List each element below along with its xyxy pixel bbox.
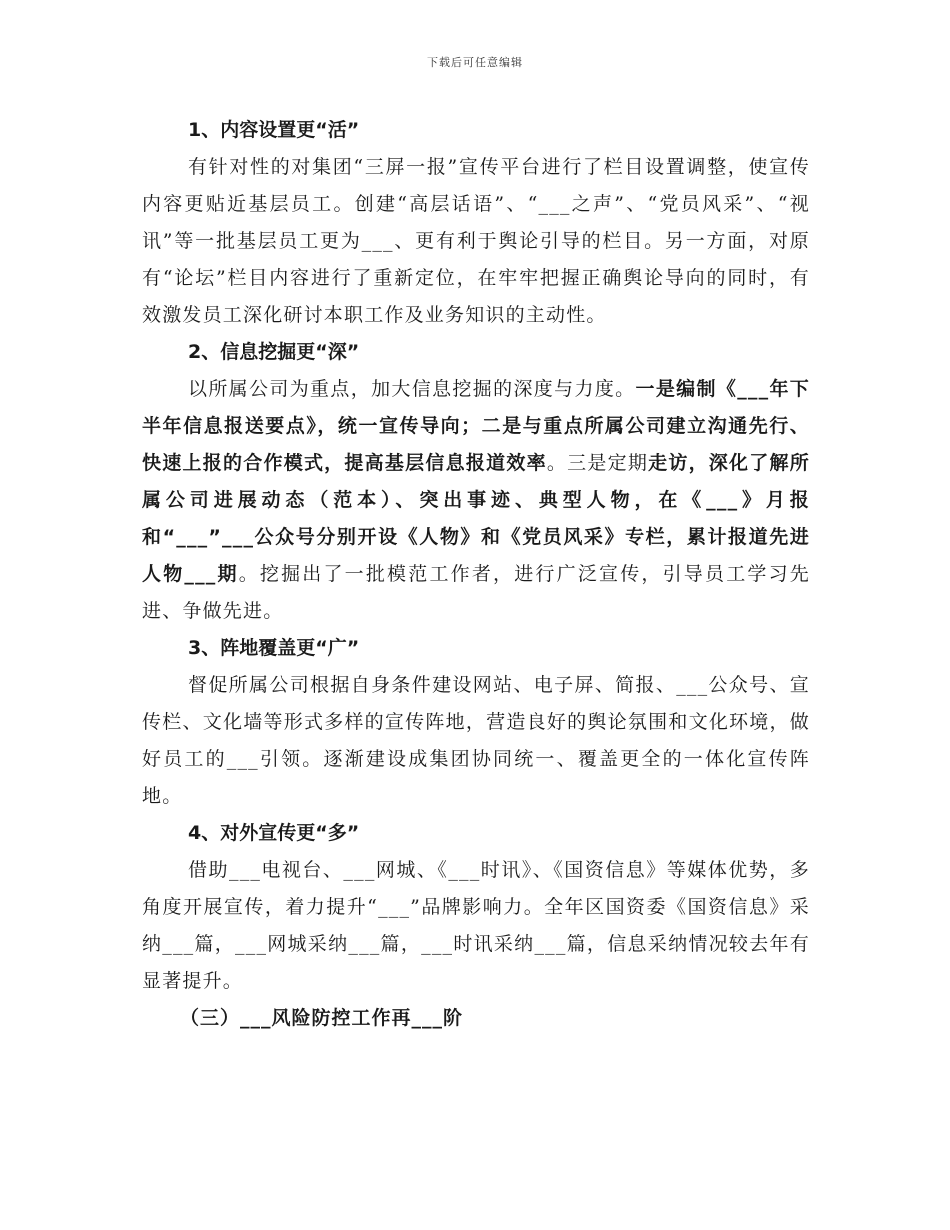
header-note: 下载后可任意编辑	[427, 56, 523, 69]
document-body	[142, 112, 810, 1037]
section-heading-1: 1、内容设置更“活”	[188, 119, 360, 141]
paragraph-2-bold-2: 走访，深化了解所属公司进展动态（范本）、突出事迹、典型人物，在《___》月报和“___”___公众号分别开设《人物》和《党员风采》专栏，累计报道先进人物___期	[142, 452, 810, 585]
paragraph-2-bold: 一是编制《___年下半年信息报送要点》，统一宣传导向；二是与重点所属公司建立沟通先行、快速上报的合作模式，提高基层信息报道效率	[142, 378, 810, 474]
section-heading-3: 3、阵地覆盖更“广”	[188, 637, 360, 659]
section-heading-4: 4、对外宣传更“多”	[188, 822, 360, 844]
section-paragraph-2	[142, 371, 810, 630]
chapter-heading: （三）___风险防控工作再___阶	[180, 1007, 464, 1029]
paragraph-2-mid: 。三是定期	[546, 452, 649, 474]
section-paragraph-4: 借助___电视台、___网城、《___时讯》、《国资信息》等媒体优势，多角度开展宣传，着力提升“___”品牌影响力。全年区国资委《国资信息》采纳___篇，___网城采纳___篇，___时讯采纳___篇，信息采纳情况较去年有显著提升。	[142, 859, 810, 992]
paragraph-2-start: 以所属公司为重点，加大信息挖掘的深度与力度。	[188, 378, 636, 400]
paragraph-2-end: 。挖掘出了一批模范工作者，进行广泛宣传，引导员工学习先进、争做先进。	[142, 563, 810, 622]
section-paragraph-3: 督促所属公司根据自身条件建设网站、电子屏、简报、___公众号、宣传栏、文化墙等形式多样的宣传阵地，营造良好的舆论氛围和文化环境，做好员工的___引领。逐渐建设成集团协同统一、覆盖更全的一体化宣传阵地。	[142, 674, 810, 807]
section-paragraph-1: 有针对性的对集团“三屏一报”宣传平台进行了栏目设置调整，使宣传内容更贴近基层员工。创建“高层话语”、“___之声”、“党员风采”、“视讯”等一批基层员工更为___、更有利于舆论引导的栏目。另一方面，对原有“论坛”栏目内容进行了重新定位，在牢牢把握正确舆论导向的同时，有效激发员工深化研讨本职工作及业务知识的主动性。	[142, 156, 810, 326]
section-heading-2: 2、信息挖掘更“深”	[188, 341, 360, 363]
